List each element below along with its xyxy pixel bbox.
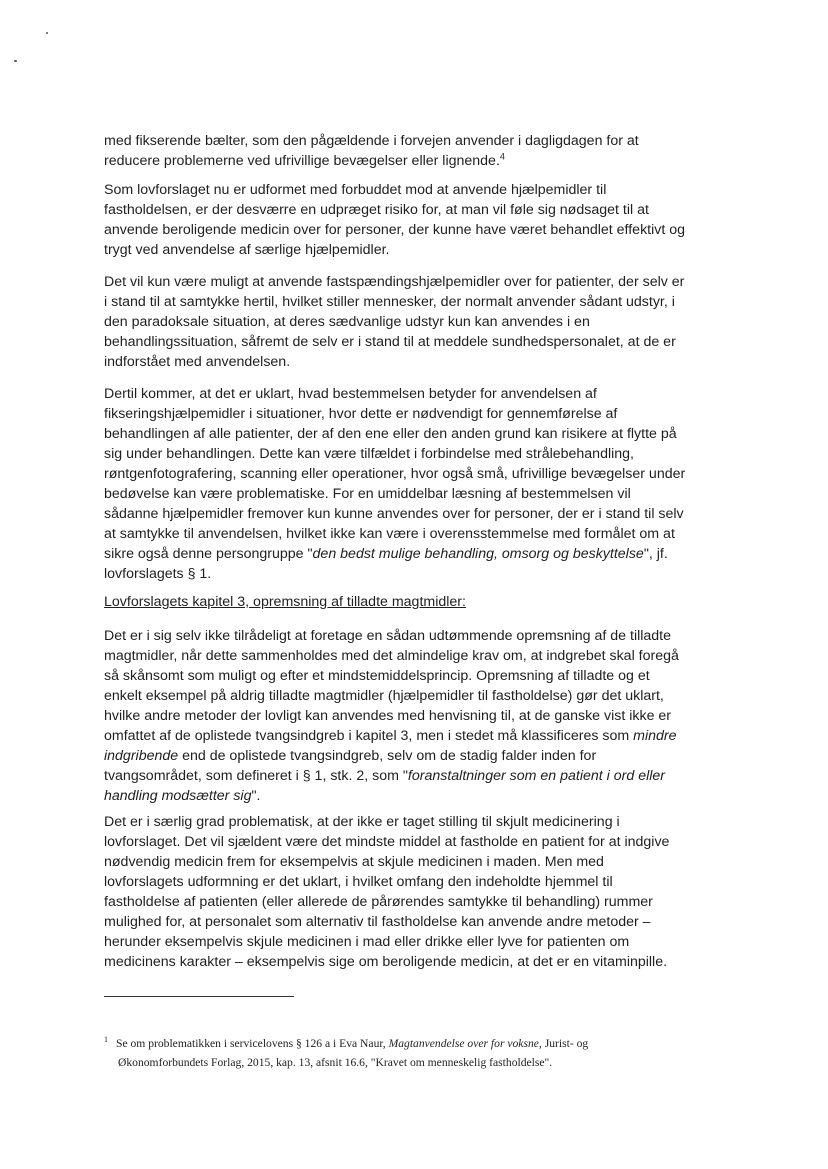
section-heading-text: Lovforslagets kapitel 3, opremsning af tilladte magtmidler:: [104, 594, 466, 610]
italic-quote: den bedst mulige behandling, omsorg og beskyttelse: [312, 546, 644, 562]
text-line: fastholdelsen, er der desværre en udpræget risiko for, at man vil føle sig nødsaget til at: [104, 202, 649, 218]
text-line: herunder eksempelvis skjule medicinen i mad eller drikke eller lyve for patienten om: [104, 934, 630, 950]
text-line: i stand til at samtykke hertil, hvilket stiller mennesker, der normalt anvender sådant udstyr, i: [104, 294, 675, 310]
text-line: røntgenfotografering, scanning eller operationer, hvor også små, ufrivillige bevægelser under: [104, 466, 686, 482]
text-line: lovforslagets udformning er det uklart, i hvilket omfang den indeholdte hjemmel til: [104, 874, 613, 890]
text-line: lovforslaget. Det vil sjældent være det mindste middel at fastholde en patient for at indgive: [104, 834, 670, 850]
text-line: så skånsomt som muligt og efter et mindstemiddelsprincip. Opremsning af tilladte og et: [104, 668, 650, 684]
text-line: Dertil kommer, at det er uklart, hvad bestemmelsen betyder for anvendelsen af: [104, 386, 597, 402]
text-line: enkelt eksempel på aldrig tilladte magtmidler (hjælpemidler til fastholdelse) gør det uklart,: [104, 688, 664, 704]
text-line: indgribende end de oplistede tvangsindgreb, selv om de stadig falder inden for: [104, 748, 597, 764]
footnote: [104, 1030, 664, 1072]
text-line: bedøvelse kan være problematiske. For en umiddelbar læsning af bestemmelsen vil: [104, 486, 631, 502]
text-line: fikseringshjælpemidler i situationer, hvor dette er nødvendigt for gennemførelse af: [104, 406, 618, 422]
paragraph-2: [104, 180, 716, 260]
text-line: behandlingssituation, såfremt de selv er i stand til at meddele sundhedspersonalet, at de er: [104, 334, 676, 350]
text-line: medicinens karakter – eksempelvis sige om beroligende medicin, at det er en vitaminpille.: [104, 954, 668, 970]
scan-speck: [14, 60, 17, 62]
scan-speck: [46, 32, 48, 34]
text-line: sikre også denne persongruppe "den bedst mulige behandling, omsorg og beskyttelse", jf.: [104, 546, 668, 562]
text-line: hvilke andre metoder der lovligt kan anvendes med henvisning til, at de ganske vist ikke er: [104, 708, 672, 724]
paragraph-5: [104, 626, 716, 806]
text-line: den paradoksale situation, at deres sædvanlige udstyr kun kan anvendes i en: [104, 314, 590, 330]
paragraph-1: [104, 131, 716, 171]
text-line: at samtykke til anvendelsen, hvilket ikke kan være i overensstemmelse med formålet om at: [104, 526, 675, 542]
text-line: Det er i sig selv ikke tilrådeligt at foretage en sådan udtømmende opremsning af de tilladte: [104, 628, 672, 644]
text-line: behandlingen af alle patienter, der af den ene eller den anden grund kan risikere at flytte på: [104, 426, 677, 442]
text-line: Det er i særlig grad problematisk, at der ikke er taget stilling til skjult medicinering i: [104, 814, 620, 830]
footnote-divider: [104, 996, 294, 997]
text-line: fastholdelse af patienten (eller allerede de pårørendes samtykke til behandling) rummer: [104, 894, 653, 910]
text-line: indforstået med anvendelsen.: [104, 354, 291, 370]
book-title: Magtanvendelse over for voksne: [388, 1036, 539, 1050]
text-line: Som lovforslaget nu er udformet med forbuddet mod at anvende hjælpemidler til: [104, 182, 607, 198]
italic-quote: handling modsætter sig: [104, 788, 252, 804]
text-line: reducere problemerne ved ufrivillige bevægelser eller lignende.$^4$: [104, 151, 505, 169]
text-line: magtmidler, når dette sammenholdes med det almindelige krav om, at indgrebet skal foregå: [104, 648, 679, 664]
footnote-line: $^1$ Se om problematikken i servicelovens § 126 a i Eva Naur, Magtanvendelse over for voksne, Jurist- og: [104, 1035, 589, 1050]
text-line: lovforslagets § 1.: [104, 566, 212, 582]
footnote-reference[interactable]: 4: [499, 151, 505, 162]
text-line: Det vil kun være muligt at anvende fastspændingshjælpemidler over for patienter, der selv er: [104, 274, 685, 290]
text-line: omfattet af de oplistede tvangsindgreb i kapitel 3, men i stedet må klassificeres som mindre: [104, 728, 677, 744]
text-line: sådanne hjælpemidler fremover kun kunne anvendes over for personer, der er i stand til selv: [104, 506, 684, 522]
footnote-line: Økonomforbundets Forlag, 2015, kap. 13, afsnit 16.6, "Kravet om menneskelig fastholdelse".: [118, 1055, 553, 1069]
footnote-mark: 1: [104, 1035, 108, 1044]
text-line: med fikserende bælter, som den pågældende i forvejen anvender i dagligdagen for at: [104, 133, 639, 149]
text-line: anvende beroligende medicin over for personer, der kunne have været behandlet effektivt og: [104, 222, 686, 238]
italic-term: indgribende: [104, 748, 179, 764]
paragraph-4: [104, 384, 716, 584]
text-line: tvangsområdet, som defineret i § 1, stk. 2, som "foranstaltninger som en patient i ord eller: [104, 768, 665, 784]
text-line: trygt ved anvendelse af særlige hjælpemidler.: [104, 242, 390, 258]
paragraph-6: [104, 812, 716, 972]
text-line: handling modsætter sig".: [104, 788, 261, 804]
text-line: sig under behandlingen. Dette kan være tilfældet i forbindelse med strålebehandling,: [104, 446, 634, 462]
paragraph-3: [104, 272, 716, 372]
text-line: nødvendig medicin frem for eksempelvis at skjule medicinen i maden. Men med: [104, 854, 604, 870]
section-heading: [104, 592, 716, 612]
italic-quote: foranstaltninger som en patient i ord eller: [407, 768, 665, 784]
text-line: mulighed for, at personalet som alternativ til fastholdelse kan anvende andre metoder –: [104, 914, 651, 930]
italic-term: mindre: [633, 728, 677, 744]
